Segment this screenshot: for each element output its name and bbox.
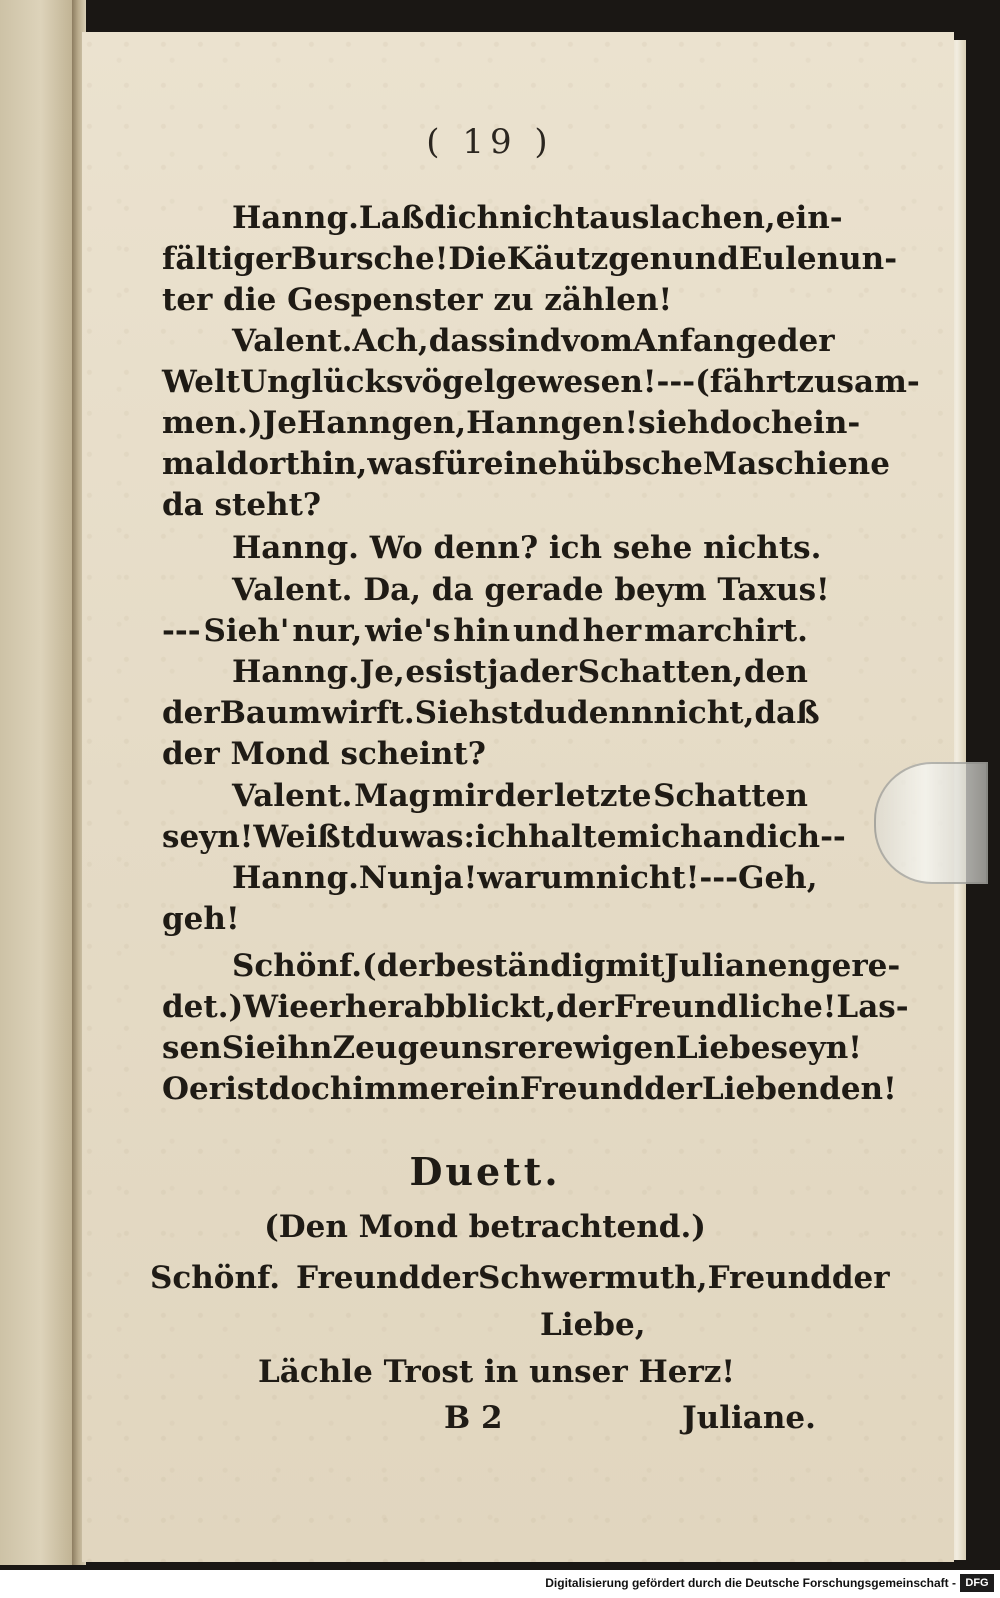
text-line: Hanng. Je, es ist ja der Schatten, den bbox=[232, 654, 808, 690]
text-line: da steht? bbox=[162, 487, 322, 523]
verse-line: Freund der Schwermuth, Freund der bbox=[296, 1260, 890, 1296]
funding-credit: Digitalisierung gefördert durch die Deutsche Forschungsgemeinschaft - bbox=[545, 1576, 956, 1590]
text-line: det.) Wie er herabblickt, der Freundliche! Las- bbox=[162, 989, 909, 1025]
text-line: O er ist doch immer ein Freund der Liebenden! bbox=[162, 1071, 897, 1107]
catchword: Juliane. bbox=[682, 1400, 816, 1436]
text-line: geh! bbox=[162, 901, 240, 937]
text-line: men.) Je Hanngen, Hanngen! sieh doch ein- bbox=[162, 405, 861, 441]
text-line: Valent. Ach, das sind vom Anfange der bbox=[232, 323, 835, 359]
facing-page-edge bbox=[0, 0, 74, 1565]
text-line: Hanng. Nun ja! warum nicht! --- Geh, bbox=[232, 860, 818, 896]
text-line: Valent. Mag mir der letzte Schatten bbox=[232, 778, 808, 814]
text-line: Valent. Da, da gerade beym Taxus! bbox=[232, 572, 830, 608]
verse-line: Lächle Trost in unser Herz! bbox=[258, 1354, 736, 1390]
section-heading: Duett. bbox=[409, 1149, 561, 1194]
text-line: Schönf. (der beständig mit Julianen gere- bbox=[232, 948, 901, 984]
footer-bar bbox=[0, 1570, 1000, 1598]
text-line: ter die Gespenster zu zählen! bbox=[162, 282, 673, 318]
stage-direction: (Den Mond betrachtend.) bbox=[264, 1209, 706, 1245]
text-line: der Baum wirft. Siehst du denn nicht, daß bbox=[162, 695, 820, 731]
page-number: ( 19 ) bbox=[426, 122, 554, 162]
text-line: --- Sieh' nur, wie's hin und her marchirt. bbox=[162, 613, 808, 649]
text-line: Hanng. Wo denn? ich sehe nichts. bbox=[232, 530, 822, 566]
scanner-clip bbox=[874, 762, 988, 884]
speaker-name: Schönf. bbox=[150, 1260, 281, 1296]
text-line: Welt Unglücksvögel gewesen! --- (fährt zusam- bbox=[162, 364, 920, 400]
text-line: mal dort hin, was für eine hübsche Maschiene bbox=[162, 446, 890, 482]
verse-line: Liebe, bbox=[540, 1307, 646, 1343]
dfg-logo: DFG bbox=[960, 1574, 994, 1592]
text-line: Hanng. Laß dich nicht auslachen, ein- bbox=[232, 200, 843, 236]
text-line: seyn! Weißt du was: ich halte mich an dich -- bbox=[162, 819, 846, 855]
text-line: fältiger Bursche! Die Käutzgen und Eulen un- bbox=[162, 241, 898, 277]
signature-mark: B 2 bbox=[444, 1400, 503, 1436]
text-line: der Mond scheint? bbox=[162, 736, 486, 772]
text-line: sen Sie ihn Zeuge unsrer ewigen Liebe seyn! bbox=[162, 1030, 862, 1066]
